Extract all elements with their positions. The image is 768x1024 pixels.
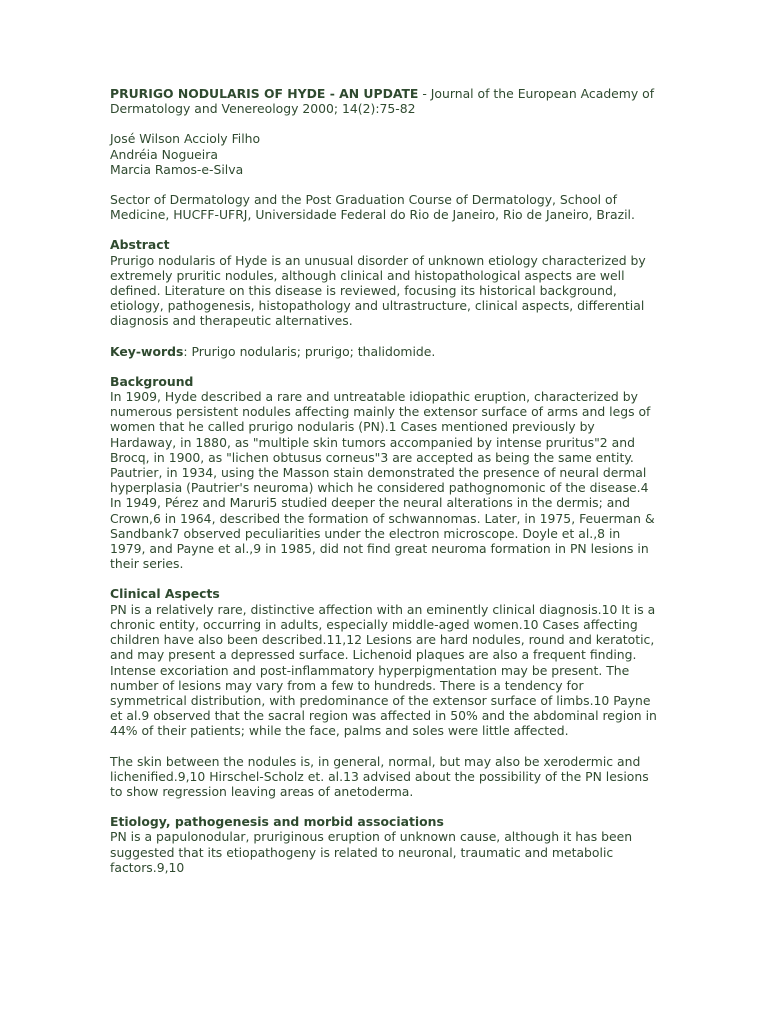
title-bold: PRURIGO NODULARIS OF HYDE - AN UPDATE <box>110 86 419 101</box>
background-text: In 1909, Hyde described a rare and untreatable idiopathic eruption, characterized by numerous persistent nodules affecting mainly the extensor surface of arms and legs of women that he called prurigo nodularis (PN).1 Cases mentioned previously by Hardaway, in 1880, as "multiple skin tumors accompanied by intense pruritus"2 and Brocq, in 1900, as "lichen obtusus corneus"3 are accepted as being the same entity. Pautrier, in 1934, using the Masson stain demonstrated the presence of neural dermal hyperplasia (Pautrier's neuroma) which he considered pathognomonic of the disease.4 In 1949, Pérez and Maruri5 studied deeper the neural alterations in the dermis; and Crown,6 in 1964, described the formation of schwannomas. Later, in 1975, Feuerman & Sandbank7 observed peculiarities under the electron microscope. Doyle et al.,8 in 1979, and Payne et al.,9 in 1985, did not find great neuroma formation in PN lesions in their series. <box>110 389 655 572</box>
title-citation: - Journal of the European Academy of Dermatology and Venereology 2000; 14(2):75-82 <box>110 86 655 117</box>
affiliation: Sector of Dermatology and the Post Graduation Course of Dermatology, School of Medicine, HUCFF-UFRJ, Universidade Federal do Rio de Janeiro, Rio de Janeiro, Brazil. <box>110 192 635 223</box>
author-2: Andréia Nogueira <box>110 146 218 162</box>
etiology-text: PN is a papulonodular, pruriginous eruption of unknown cause, although it has been suggested that its etiopathogeny is related to neuronal, traumatic and metabolic factors.9,10 <box>110 829 633 875</box>
keywords-text: : Prurigo nodularis; prurigo; thalidomide. <box>183 343 436 359</box>
keywords-label: Key-words <box>110 343 184 359</box>
article-title <box>110 86 658 116</box>
clinical-heading: Clinical Aspects <box>110 586 220 602</box>
etiology-heading: Etiology, pathogenesis and morbid associations <box>110 814 444 830</box>
abstract-heading: Abstract <box>110 237 170 253</box>
background-heading: Background <box>110 373 194 389</box>
clinical-text-1: PN is a relatively rare, distinctive affection with an eminently clinical diagnosis.10 It is a chronic entity, occurring in adults, especially middle-aged women.10 Cases affecting children have also been described.11,12 Lesions are hard nodules, round and keratotic, and may present a depressed surface. Lichenoid plaques are also a frequent finding. Intense excoriation and post-inflammatory hyperpigmentation may be present. The number of lesions may vary from a few to hundreds. There is a tendency for symmetrical distribution, with predominance of the extensor surface of limbs.10 Payne et al.9 observed that the sacral region was affected in 50% and the abdominal region in 44% of their patients; while the face, palms and soles were little affected. <box>110 601 657 739</box>
author-1: José Wilson Accioly Filho <box>110 131 261 147</box>
abstract-text: Prurigo nodularis of Hyde is an unusual disorder of unknown etiology characterized by extremely pruritic nodules, although clinical and histopathological aspects are well defined. Literature on this disease is reviewed, focusing its historical background, etiology, pathogenesis, histopathology and ultrastructure, clinical aspects, differential diagnosis and therapeutic alternatives. <box>110 252 646 329</box>
article <box>110 86 658 875</box>
clinical-text-2: The skin between the nodules is, in general, normal, but may also be xerodermic and lichenified.9,10 Hirschel-Scholz et. al.13 advised about the possibility of the PN lesions to show regression leaving areas of anetoderma. <box>110 753 649 799</box>
author-3: Marcia Ramos-e-Silva <box>110 161 244 177</box>
keywords <box>110 344 658 359</box>
